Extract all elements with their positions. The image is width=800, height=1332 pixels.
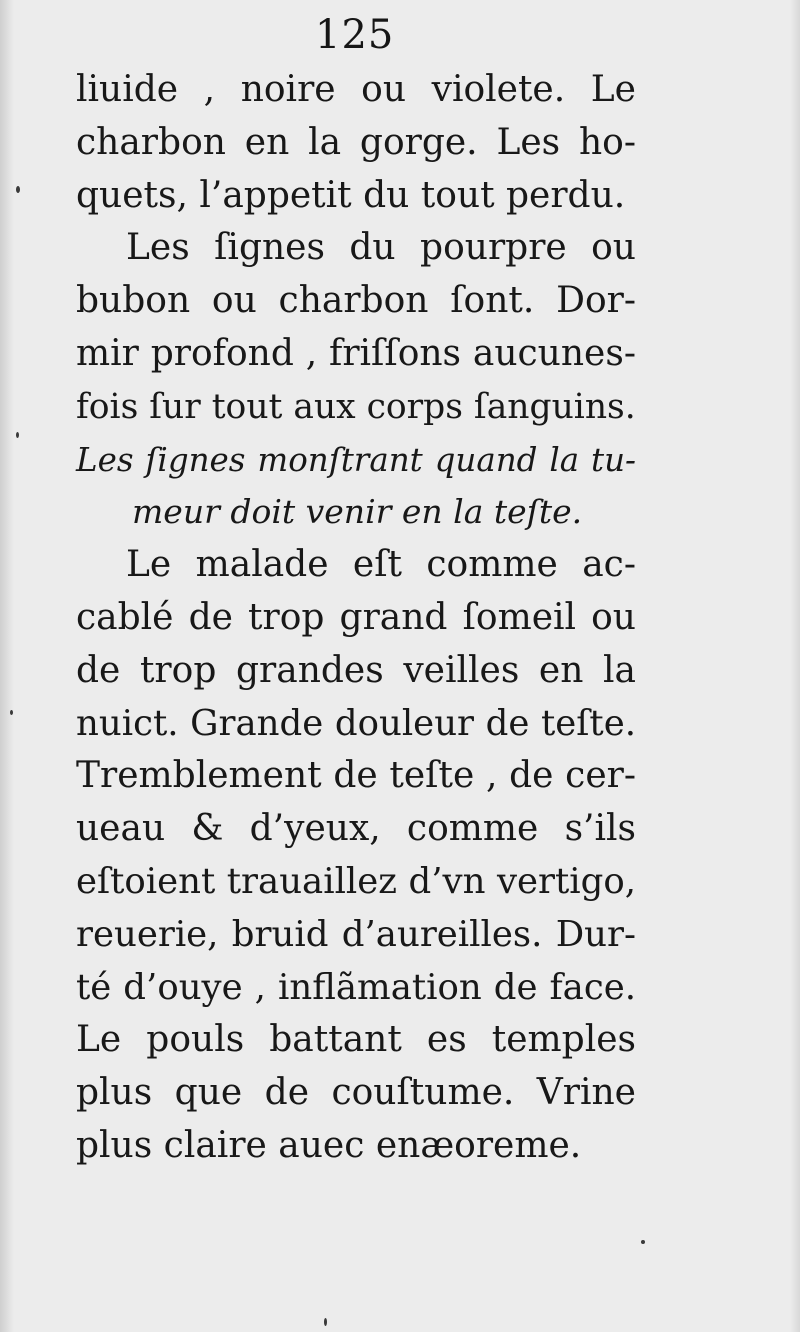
text-line: té d’ouye , inflãmation de face. bbox=[76, 966, 636, 1008]
text-line: Le pouls battant es temples bbox=[76, 1019, 636, 1061]
text-line: nuict. Grande douleur de teſte. bbox=[76, 702, 636, 744]
text-line: cablé de trop grand ſomeil ou bbox=[76, 596, 636, 638]
page-number: 125 bbox=[315, 12, 395, 58]
paper-speck bbox=[324, 1318, 327, 1326]
text-line: plus que de couſtume. Vrine bbox=[76, 1072, 636, 1114]
section-heading-line: meur doit venir en la teſte. bbox=[132, 492, 583, 532]
text-line: mir profond , friſſons aucunes- bbox=[76, 332, 636, 374]
text-line: ueau & d’yeux, comme s’ils bbox=[76, 808, 636, 850]
paper-speck bbox=[10, 710, 13, 715]
gutter-shadow bbox=[0, 0, 14, 1332]
text-line: Tremblement de teſte , de cer- bbox=[76, 755, 636, 797]
text-line: quets, l’appetit du tout perdu. bbox=[76, 174, 626, 216]
text-line: fois ſur tout aux corps ſanguins. bbox=[76, 386, 636, 427]
page-edge-shadow bbox=[790, 0, 800, 1332]
text-line: Le malade eſt comme ac- bbox=[126, 544, 636, 586]
text-line: charbon en la gorge. Les ho- bbox=[76, 121, 636, 163]
paper-speck bbox=[16, 186, 20, 193]
body-text bbox=[76, 64, 636, 1173]
text-line: Les ſignes du pourpre ou bbox=[126, 227, 636, 269]
text-line: liuide , noire ou violete. Le bbox=[76, 69, 636, 110]
text-line: bubon ou charbon ſont. Dor- bbox=[76, 280, 636, 322]
text-line: de trop grandes veilles en la bbox=[76, 649, 636, 691]
text-line: eſtoient trauaillez d’vn vertigo, bbox=[76, 860, 636, 902]
text-line: plus claire auec enæoreme. bbox=[76, 1124, 582, 1166]
paper-speck bbox=[16, 432, 19, 438]
paper-speck bbox=[641, 1240, 645, 1244]
text-line: reuerie, bruid d’aureilles. Dur- bbox=[76, 913, 636, 955]
section-heading-line: Les ſignes monſtrant quand la tu- bbox=[76, 440, 636, 479]
